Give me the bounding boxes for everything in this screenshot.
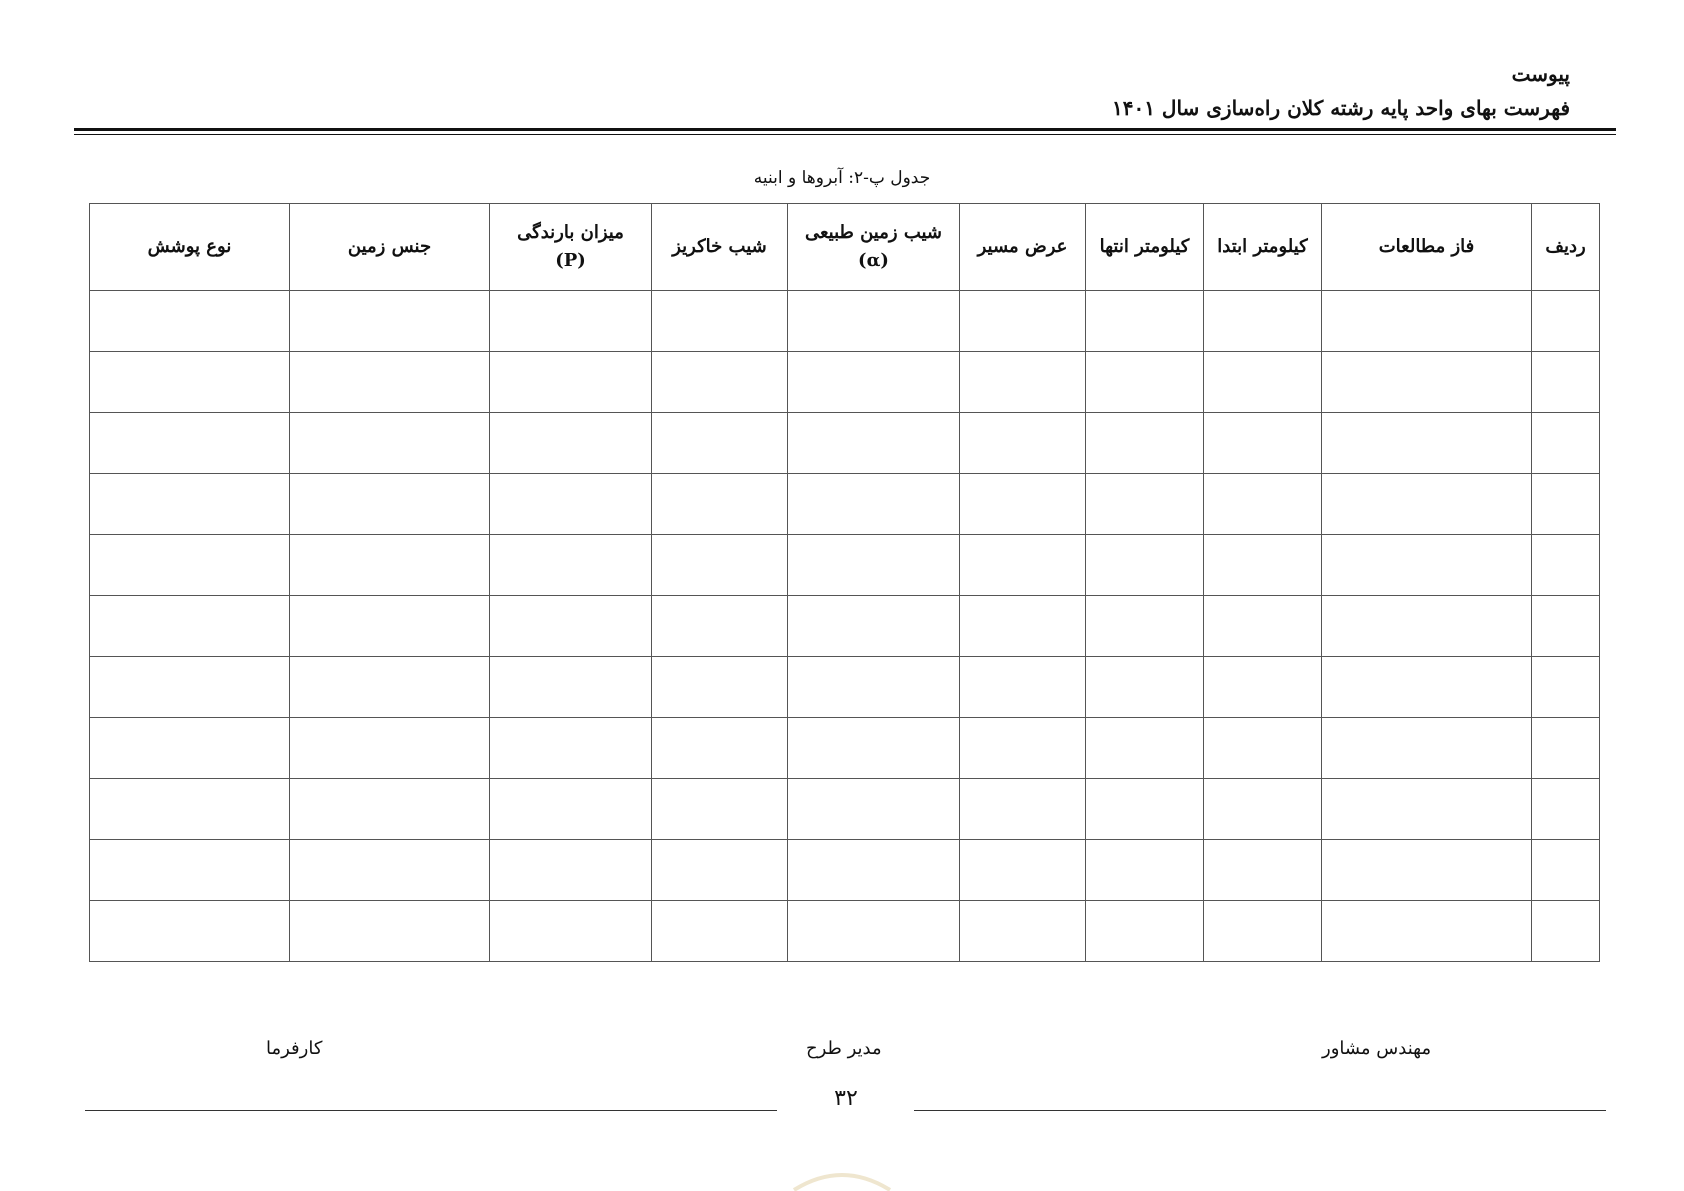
header-rule-thin (74, 134, 1616, 135)
table-cell (788, 352, 960, 413)
table-header-row (90, 204, 1600, 291)
table-cell (1204, 352, 1322, 413)
table-cell (1204, 901, 1322, 962)
table-cell (290, 901, 490, 962)
table-cell (490, 291, 652, 352)
table-cell (290, 840, 490, 901)
table-cell (490, 596, 652, 657)
table-cell (1204, 840, 1322, 901)
table-cell (1322, 474, 1532, 535)
table-row (90, 779, 1600, 840)
table-cell (1532, 718, 1600, 779)
table-cell (1322, 352, 1532, 413)
table-cell (652, 657, 788, 718)
table-cell (788, 718, 960, 779)
table-cell (1204, 718, 1322, 779)
table-cell (490, 352, 652, 413)
table-cell (290, 779, 490, 840)
table-cell (1086, 596, 1204, 657)
col-header-natural-slope: شیب زمین طبیعی (α) (788, 204, 960, 291)
table-row (90, 657, 1600, 718)
footer-rule-right (914, 1110, 1606, 1111)
col-header-cover-type: نوع پوشش (90, 204, 290, 291)
table-cell (652, 718, 788, 779)
consultant-signature-label: مهندس مشاور (1322, 1038, 1432, 1059)
table-cell (1322, 779, 1532, 840)
col-header-start-km: کیلومتر ابتدا (1204, 204, 1322, 291)
table-cell (652, 291, 788, 352)
col-header-embankment-slope: شیب خاکریز (652, 204, 788, 291)
table-cell (1532, 779, 1600, 840)
table-cell (1322, 657, 1532, 718)
table-cell (490, 901, 652, 962)
table-cell (960, 535, 1086, 596)
table-cell (652, 535, 788, 596)
table-cell (490, 657, 652, 718)
table-row (90, 718, 1600, 779)
table-cell (290, 291, 490, 352)
table-cell (652, 596, 788, 657)
table-cell (1532, 352, 1600, 413)
table-cell (1532, 291, 1600, 352)
table-cell (788, 901, 960, 962)
table-cell (1532, 840, 1600, 901)
table-cell (960, 901, 1086, 962)
table-row (90, 596, 1600, 657)
table-cell (90, 474, 290, 535)
col-header-row-number: ردیف (1532, 204, 1600, 291)
table-cell (1322, 413, 1532, 474)
col-header-end-km: کیلومتر انتها (1086, 204, 1204, 291)
table-cell (960, 779, 1086, 840)
table-cell (1204, 657, 1322, 718)
table-cell (90, 840, 290, 901)
document-title: فهرست بهای واحد پایه رشته کلان راه‌سازی سال ۱۴۰۱ (1112, 96, 1570, 120)
table-cell (1086, 352, 1204, 413)
table-cell (788, 413, 960, 474)
table-cell (290, 413, 490, 474)
table-cell (1086, 474, 1204, 535)
table-cell (652, 779, 788, 840)
table-cell (90, 291, 290, 352)
table-cell (1204, 779, 1322, 840)
appendix-label: پیوست (1511, 62, 1570, 86)
table-cell (960, 718, 1086, 779)
table-cell (90, 718, 290, 779)
table-row (90, 291, 1600, 352)
table-cell (1322, 840, 1532, 901)
table-cell (490, 413, 652, 474)
table-cell (788, 779, 960, 840)
table-cell (960, 596, 1086, 657)
table-cell (490, 474, 652, 535)
project-manager-signature-label: مدیر طرح (806, 1038, 882, 1059)
footer-rule-left (85, 1110, 777, 1111)
table-cell (1532, 474, 1600, 535)
table-cell (652, 352, 788, 413)
table-row (90, 840, 1600, 901)
table-cell (90, 901, 290, 962)
table-cell (1532, 596, 1600, 657)
table-cell (1204, 413, 1322, 474)
page-number: ۳۲ (834, 1086, 858, 1111)
table-cell (788, 535, 960, 596)
table-cell (960, 413, 1086, 474)
table-cell (1086, 657, 1204, 718)
table-row (90, 901, 1600, 962)
table-cell (1532, 901, 1600, 962)
header-rule-thick (74, 128, 1616, 131)
table-cell (1086, 718, 1204, 779)
table-cell (490, 535, 652, 596)
table-cell (490, 840, 652, 901)
table-cell (90, 413, 290, 474)
table-cell (1086, 535, 1204, 596)
table-cell (1204, 535, 1322, 596)
table-cell (652, 413, 788, 474)
table-cell (290, 474, 490, 535)
table-cell (652, 901, 788, 962)
table-cell (1322, 718, 1532, 779)
table-cell (1086, 901, 1204, 962)
table-row (90, 535, 1600, 596)
table-cell (1204, 596, 1322, 657)
table-cell (788, 657, 960, 718)
table-cell (652, 474, 788, 535)
table-cell (1086, 413, 1204, 474)
table-cell (90, 535, 290, 596)
table-row (90, 474, 1600, 535)
table-row (90, 413, 1600, 474)
table-cell (1532, 657, 1600, 718)
table-cell (290, 352, 490, 413)
table-cell (1086, 779, 1204, 840)
table-cell (788, 596, 960, 657)
data-table (89, 203, 1600, 962)
table-cell (1086, 291, 1204, 352)
table-cell (788, 840, 960, 901)
table-cell (788, 291, 960, 352)
table-cell (1322, 291, 1532, 352)
col-header-rainfall: میزان بارندگی (P) (490, 204, 652, 291)
table-cell (290, 535, 490, 596)
table-cell (960, 474, 1086, 535)
table-cell (90, 779, 290, 840)
table-cell (90, 352, 290, 413)
table-cell (960, 840, 1086, 901)
table-cell (1322, 535, 1532, 596)
table-cell (1204, 291, 1322, 352)
table-cell (490, 718, 652, 779)
table-cell (960, 291, 1086, 352)
table-cell (90, 657, 290, 718)
table-cell (960, 352, 1086, 413)
table-cell (1322, 596, 1532, 657)
col-header-soil-type: جنس زمین (290, 204, 490, 291)
table-cell (1086, 840, 1204, 901)
table-cell (960, 657, 1086, 718)
table-cell (788, 474, 960, 535)
table-cell (490, 779, 652, 840)
col-header-study-phase: فاز مطالعات (1322, 204, 1532, 291)
table-cell (1322, 901, 1532, 962)
table-caption: جدول پ-۲: آبروها و ابنیه (753, 168, 931, 188)
table-cell (652, 840, 788, 901)
col-header-route-width: عرض مسیر (960, 204, 1086, 291)
table-cell (290, 657, 490, 718)
table-row (90, 352, 1600, 413)
client-signature-label: کارفرما (266, 1038, 323, 1059)
table-cell (290, 596, 490, 657)
table-cell (290, 718, 490, 779)
watermark-ornament (790, 1168, 894, 1191)
table-cell (90, 596, 290, 657)
table-cell (1532, 413, 1600, 474)
table-cell (1532, 535, 1600, 596)
table-cell (1204, 474, 1322, 535)
